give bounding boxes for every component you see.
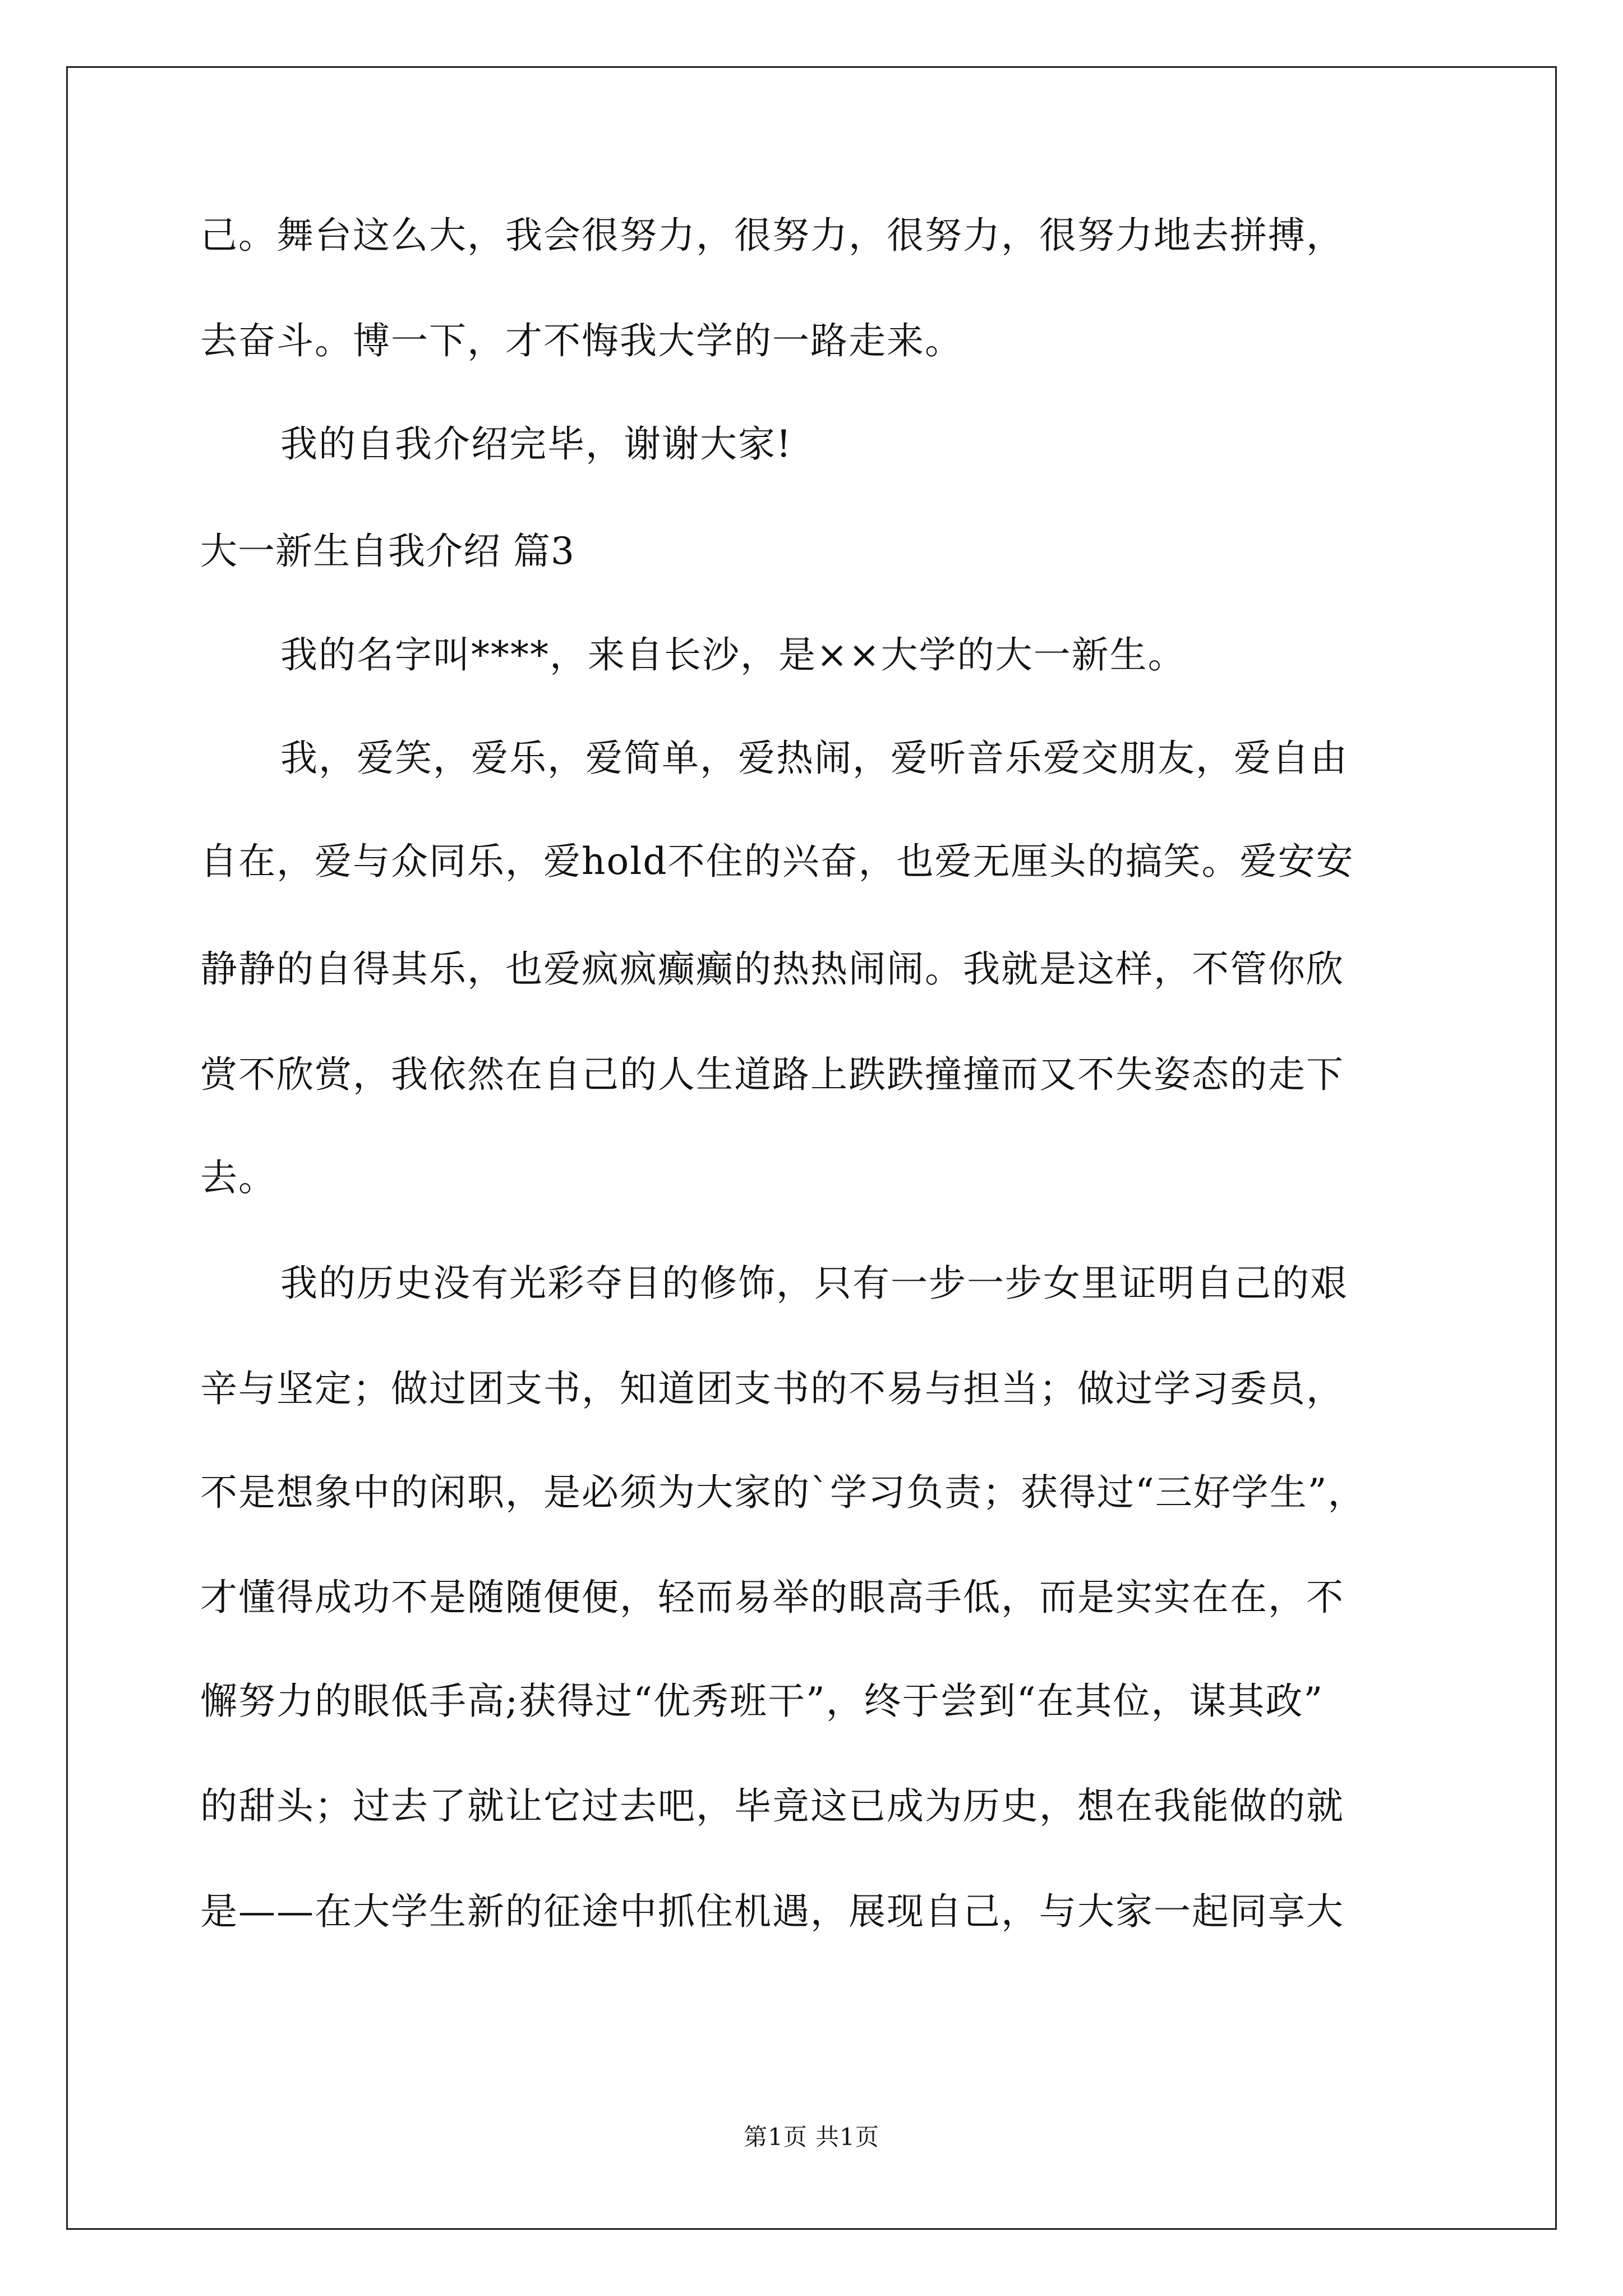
paragraph-line: 去奋斗。博一下，才不悔我大学的一路走来。 [200, 319, 963, 362]
paragraph-line: 静静的自得其乐，也爱疯疯癫癫的热热闹闹。我就是这样，不管你欣 [200, 947, 1344, 991]
paragraph-line: 我的历史没有光彩夺目的修饰，只有一步一步女里证明自己的艰 [280, 1262, 1348, 1305]
closing-line: 我的自我介绍完毕，谢谢大家! [280, 422, 792, 466]
paragraph-line: 的甜头；过去了就让它过去吧，毕竟这已成为历史，想在我能做的就 [200, 1784, 1344, 1828]
paragraph-line: 己。舞台这么大，我会很努力，很努力，很努力，很努力地去拼搏， [200, 214, 1344, 257]
paragraph-line: 去。 [200, 1156, 276, 1199]
paragraph-line: 我的名字叫****，来自长沙，是××大学的大一新生。 [280, 633, 1186, 677]
paragraph-line: 自在，爱与众同乐，爱hold不住的兴奋，也爱无厘头的搞笑。爱安安 [200, 840, 1354, 883]
section-heading: 大一新生自我介绍 篇3 [200, 530, 575, 573]
paragraph-line: 赏不欣赏，我依然在自己的人生道路上跌跌撞撞而又不失姿态的走下 [200, 1053, 1344, 1096]
page-footer: 第1页 共1页 [744, 2123, 879, 2151]
paragraph-line: 我，爱笑，爱乐，爱简单，爱热闹，爱听音乐爱交朋友，爱自由 [280, 737, 1348, 780]
paragraph-line: 懈努力的眼低手高;获得过“优秀班干”，终于尝到“在其位，谋其政” [200, 1680, 1324, 1723]
paragraph-line: 不是想象中的闲职，是必须为大家的`学习负责；获得过“三好学生”， [200, 1471, 1366, 1514]
paragraph-line: 才懂得成功不是随随便便，轻而易举的眼高手低，而是实实在在，不 [200, 1576, 1344, 1619]
paragraph-line: 是——在大学生新的征途中抓住机遇，展现自己，与大家一起同享大 [200, 1890, 1344, 1933]
paragraph-line: 辛与坚定；做过团支书，知道团支书的不易与担当；做过学习委员， [200, 1367, 1344, 1410]
